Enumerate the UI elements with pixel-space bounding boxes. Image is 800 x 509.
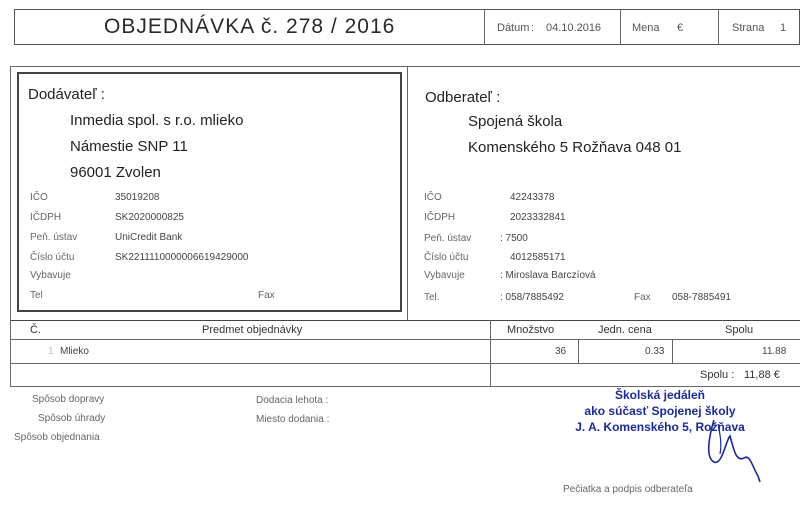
header-divider: [620, 9, 621, 45]
customer-tel-value: : 058/7885492: [500, 292, 564, 303]
customer-bank-label: Peň. ústav: [424, 233, 472, 244]
currency-label: Mena: [632, 22, 660, 34]
col-header-qty: Množstvo: [507, 324, 555, 336]
customer-icdph-value: 2023332841: [510, 212, 566, 223]
document-title: OBJEDNÁVKA č. 278 / 2016: [104, 15, 396, 38]
supplier-bank-label: Peň. ústav: [30, 232, 78, 243]
col-header-no: Č.: [30, 324, 41, 336]
sum-label: Spolu :: [700, 369, 735, 381]
stamp-line: Školská jedáleň: [614, 388, 706, 402]
supplier-box: [17, 72, 402, 312]
sum-value: 11,88 €: [744, 369, 780, 381]
table-top-border: [10, 320, 800, 321]
supplier-account-label: Číslo účtu: [30, 252, 75, 263]
customer-account-value: 4012585171: [510, 252, 566, 263]
customer-fax-label: Fax: [634, 292, 651, 303]
delivery-method-label: Spôsob dopravy: [32, 394, 105, 405]
stamp-line: ako súčasť Spojenej školy: [584, 404, 736, 418]
supplier-ico-value: 35019208: [115, 192, 160, 203]
supplier-icdph-label: IČDPH: [30, 212, 62, 223]
col-header-total: Spolu: [725, 324, 754, 336]
supplier-city: 96001 Zvolen: [70, 164, 161, 181]
row-unit-price: 0.33: [645, 346, 665, 357]
delivery-place-label: Miesto dodania :: [256, 414, 330, 425]
supplier-fax-label: Fax: [258, 290, 275, 301]
col-divider: [490, 320, 491, 386]
customer-bank-value: : 7500: [500, 233, 528, 244]
row-subject: Mlieko: [60, 346, 89, 357]
customer-fax-value: 058-7885491: [672, 292, 731, 303]
payment-method-label: Spôsob úhrady: [38, 413, 106, 424]
customer-address: Komenského 5 Rožňava 048 01: [468, 139, 682, 156]
row-no: 1: [48, 346, 54, 357]
customer-handler-value: : Miroslava Barczíová: [500, 270, 596, 281]
customer-handler-label: Vybavuje: [424, 270, 465, 281]
customer-name: Spojená škola: [468, 113, 563, 130]
row-qty: 36: [555, 346, 567, 357]
date-colon: :: [531, 22, 535, 34]
col-header-unit-price: Jedn. cena: [598, 324, 652, 336]
supplier-street: Námestie SNP 11: [70, 138, 188, 155]
customer-account-label: Číslo účtu: [424, 252, 469, 263]
signature-scribble-icon: [700, 410, 770, 490]
col-divider: [578, 339, 579, 363]
table-left-border: [10, 320, 11, 386]
date-value: 04.10.2016: [546, 22, 602, 34]
header-divider: [718, 9, 719, 45]
parties-top-border: [10, 66, 800, 67]
currency-value: €: [677, 22, 684, 34]
supplier-account-value: SK2211110000006619429000: [115, 252, 249, 263]
customer-ico-value: 42243378: [510, 192, 555, 203]
supplier-handler-label: Vybavuje: [30, 270, 71, 281]
supplier-tel-label: Tel: [30, 290, 43, 301]
row-border: [10, 363, 800, 364]
customer-ico-label: IČO: [424, 192, 442, 203]
header-divider: [484, 9, 485, 45]
customer-icdph-label: IČDPH: [424, 212, 456, 223]
stamp-line: J. A. Komenského 5, Rožňava: [575, 420, 745, 434]
parties-divider: [407, 66, 408, 320]
delivery-deadline-label: Dodacia lehota :: [256, 395, 329, 406]
supplier-heading: Dodávateľ :: [28, 86, 105, 103]
ordering-method-label: Spôsob objednania: [14, 432, 100, 443]
customer-tel-label: Tel.: [424, 292, 440, 303]
page-label: Strana: [732, 22, 765, 34]
header-row-border: [10, 339, 800, 340]
signature-label: Pečiatka a podpis odberateľa: [563, 484, 693, 495]
supplier-name: Inmedia spol. s r.o. mlieko: [70, 112, 244, 129]
supplier-bank-value: UniCredit Bank: [115, 232, 183, 243]
supplier-ico-label: IČO: [30, 192, 48, 203]
col-header-subject: Predmet objednávky: [202, 324, 303, 336]
page-value: 1: [780, 22, 787, 34]
supplier-icdph-value: SK2020000825: [115, 212, 184, 223]
date-label: Dátum: [497, 22, 530, 34]
parties-left-border: [10, 66, 11, 320]
col-divider: [672, 339, 673, 363]
customer-heading: Odberateľ :: [425, 89, 501, 106]
row-total: 11.88: [762, 346, 787, 357]
